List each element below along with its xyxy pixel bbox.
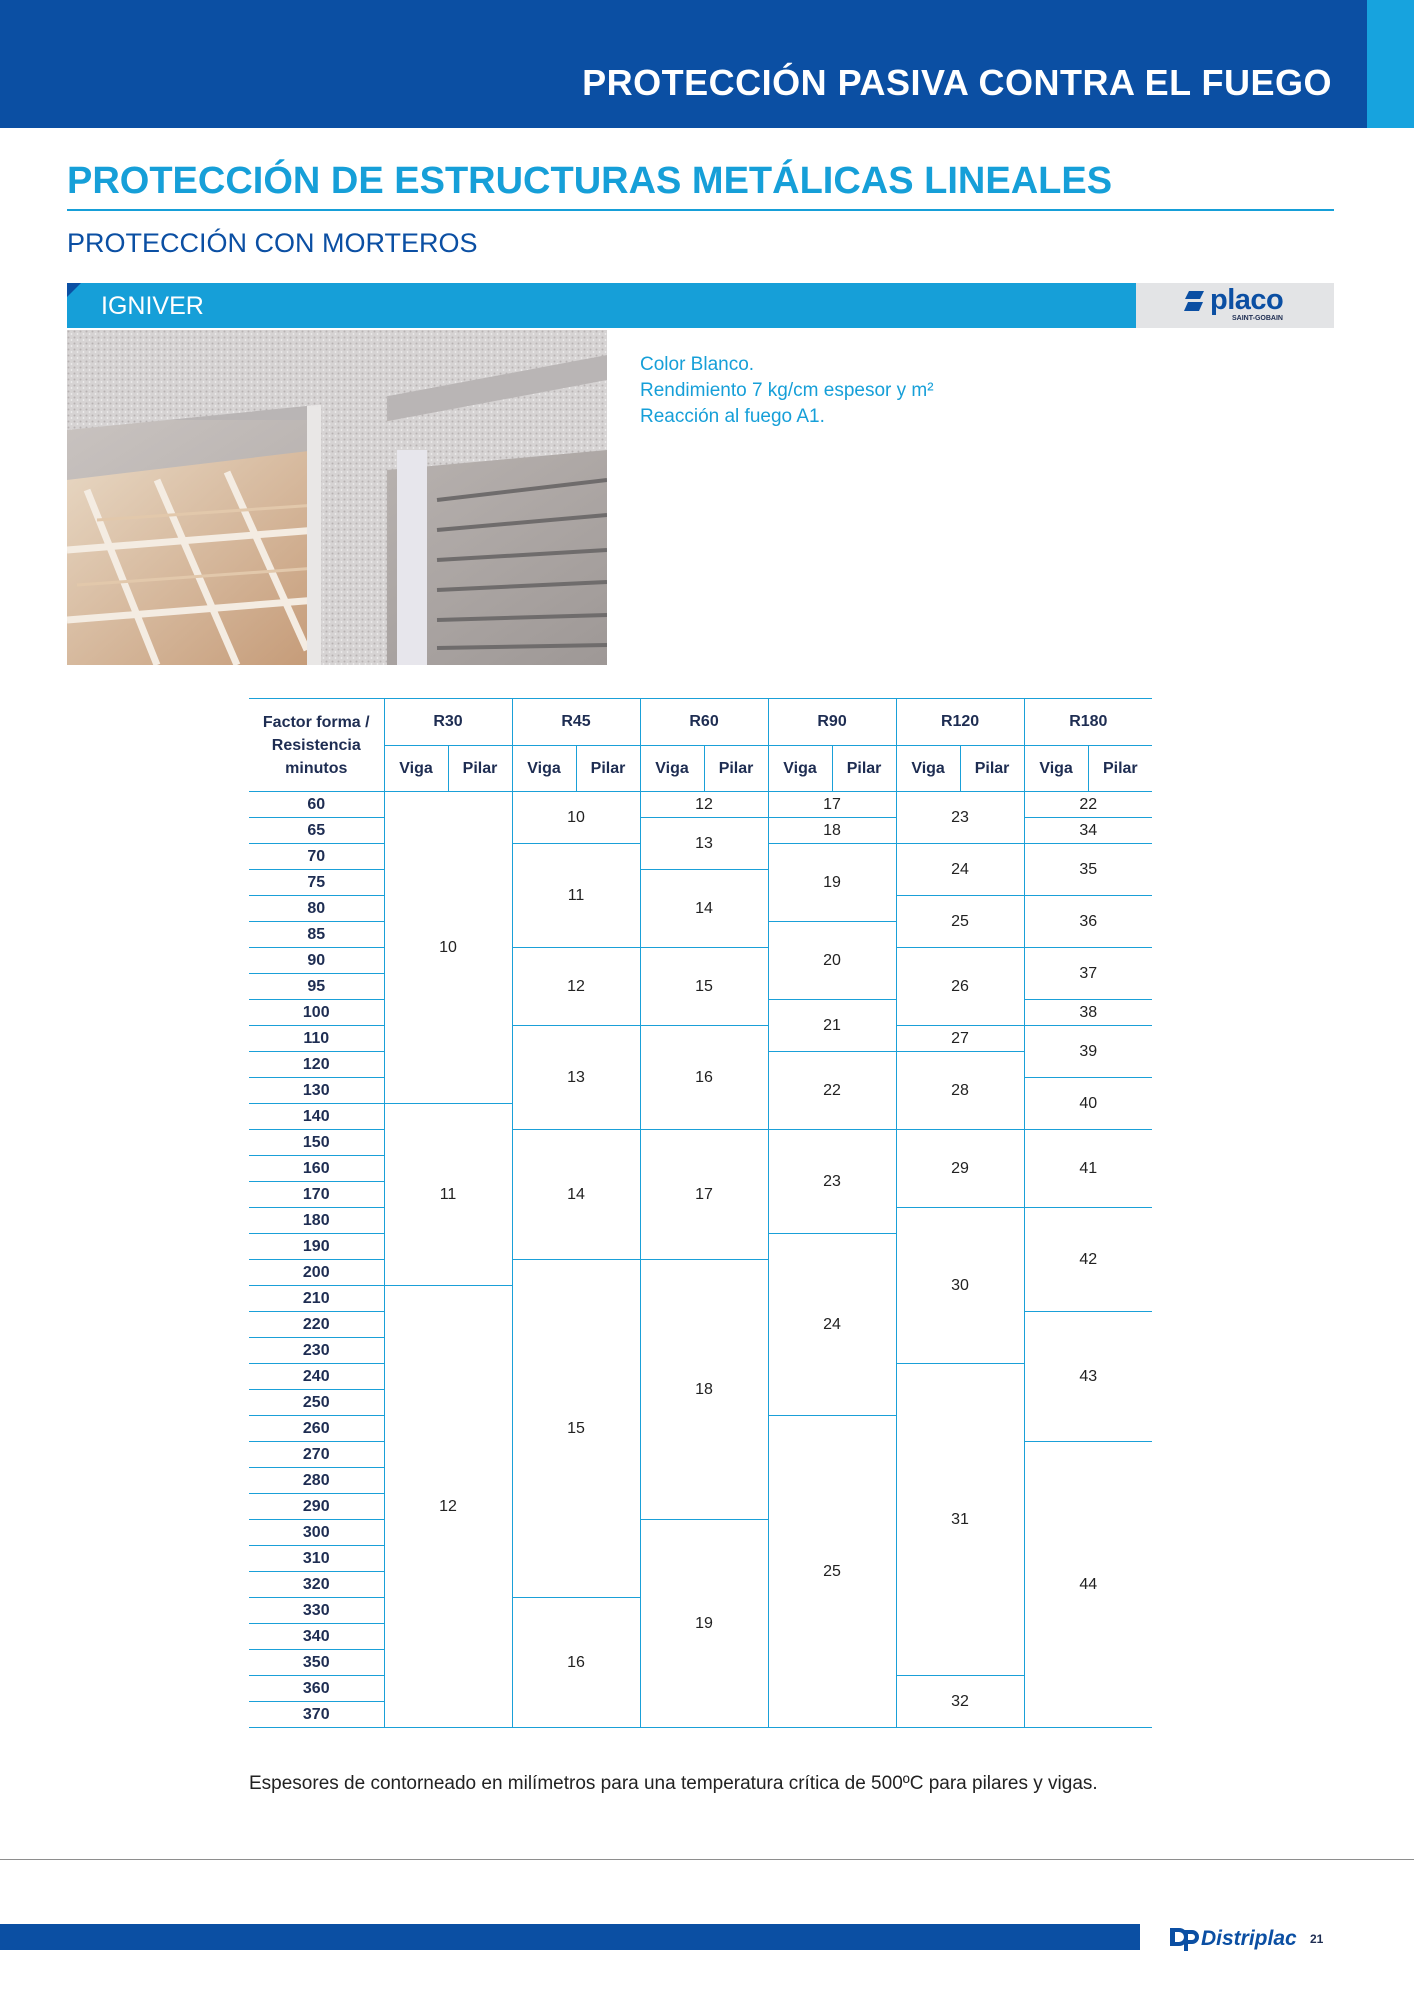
factor-cell: 200 xyxy=(249,1260,384,1286)
rating-header: R120 xyxy=(896,699,1024,746)
distriplac-logo-icon xyxy=(1166,1922,1200,1952)
factor-cell: 100 xyxy=(249,1000,384,1026)
factor-cell: 65 xyxy=(249,818,384,844)
factor-cell: 340 xyxy=(249,1624,384,1650)
thickness-cell: 11 xyxy=(512,844,640,948)
thickness-cell: 14 xyxy=(512,1130,640,1260)
factor-cell: 360 xyxy=(249,1676,384,1702)
viga-header: Viga xyxy=(896,746,960,792)
factor-cell: 90 xyxy=(249,948,384,974)
factor-cell: 95 xyxy=(249,974,384,1000)
header-accent xyxy=(1367,0,1414,128)
factor-cell: 110 xyxy=(249,1026,384,1052)
page-number: 21 xyxy=(1310,1932,1324,1946)
thickness-cell: 25 xyxy=(896,896,1024,948)
brand-logo xyxy=(1136,283,1334,328)
thickness-cell: 19 xyxy=(768,844,896,922)
thickness-cell: 36 xyxy=(1024,896,1152,948)
pilar-header: Pilar xyxy=(576,746,640,792)
pilar-header: Pilar xyxy=(448,746,512,792)
factor-cell: 370 xyxy=(249,1702,384,1728)
factor-cell: 140 xyxy=(249,1104,384,1130)
thickness-cell: 26 xyxy=(896,948,1024,1026)
factor-cell: 330 xyxy=(249,1598,384,1624)
thickness-cell: 35 xyxy=(1024,844,1152,896)
thickness-cell: 21 xyxy=(768,1000,896,1052)
rating-header: R180 xyxy=(1024,699,1152,746)
thickness-cell: 20 xyxy=(768,922,896,1000)
factor-cell: 310 xyxy=(249,1546,384,1572)
factor-cell: 70 xyxy=(249,844,384,870)
product-description xyxy=(640,352,934,430)
thickness-cell: 41 xyxy=(1024,1130,1152,1208)
page-title: PROTECCIÓN DE ESTRUCTURAS METÁLICAS LINEALES xyxy=(67,160,1113,202)
factor-cell: 260 xyxy=(249,1416,384,1442)
thickness-cell: 10 xyxy=(384,792,512,1104)
factor-cell: 130 xyxy=(249,1078,384,1104)
product-photo xyxy=(67,330,607,665)
factor-cell: 220 xyxy=(249,1312,384,1338)
factor-cell: 80 xyxy=(249,896,384,922)
product-band xyxy=(67,283,1136,328)
thickness-cell: 17 xyxy=(768,792,896,818)
thickness-cell: 15 xyxy=(512,1260,640,1598)
pilar-header: Pilar xyxy=(832,746,896,792)
thickness-cell: 25 xyxy=(768,1416,896,1728)
section-title: PROTECCIÓN PASIVA CONTRA EL FUEGO xyxy=(582,62,1332,103)
factor-cell: 190 xyxy=(249,1234,384,1260)
thickness-cell: 16 xyxy=(640,1026,768,1130)
placo-logo-icon xyxy=(1184,290,1210,312)
brand-name: placo xyxy=(1210,284,1284,316)
thickness-cell: 30 xyxy=(896,1208,1024,1364)
thickness-cell: 38 xyxy=(1024,1000,1152,1026)
thickness-cell: 18 xyxy=(768,818,896,844)
description-line: Reacción al fuego A1. xyxy=(640,406,825,427)
rating-header: R90 xyxy=(768,699,896,746)
factor-cell: 320 xyxy=(249,1572,384,1598)
thickness-cell: 39 xyxy=(1024,1026,1152,1078)
product-name: IGNIVER xyxy=(101,292,204,320)
thickness-cell: 13 xyxy=(512,1026,640,1130)
factor-cell: 210 xyxy=(249,1286,384,1312)
thickness-cell: 10 xyxy=(512,792,640,844)
thickness-cell: 15 xyxy=(640,948,768,1026)
thickness-cell: 22 xyxy=(1024,792,1152,818)
table-caption: Espesores de contorneado en milímetros para una temperatura crítica de 500ºC para pilares y vigas. xyxy=(249,1773,1098,1794)
factor-cell: 150 xyxy=(249,1130,384,1156)
factor-cell: 240 xyxy=(249,1364,384,1390)
thickness-cell: 27 xyxy=(896,1026,1024,1052)
description-line: Rendimiento 7 kg/cm espesor y m² xyxy=(640,380,934,401)
thickness-cell: 11 xyxy=(384,1104,512,1286)
viga-header: Viga xyxy=(768,746,832,792)
thickness-cell: 22 xyxy=(768,1052,896,1130)
factor-cell: 270 xyxy=(249,1442,384,1468)
rating-header: R45 xyxy=(512,699,640,746)
thickness-cell: 23 xyxy=(896,792,1024,844)
table-corner-header xyxy=(249,699,384,792)
description-line: Color Blanco. xyxy=(640,354,755,375)
thickness-cell: 44 xyxy=(1024,1442,1152,1728)
viga-header: Viga xyxy=(384,746,448,792)
factor-cell: 75 xyxy=(249,870,384,896)
factor-cell: 300 xyxy=(249,1520,384,1546)
title-divider xyxy=(67,209,1334,211)
page-subtitle: PROTECCIÓN CON MORTEROS xyxy=(67,228,478,258)
corner-header-line: Factor forma / xyxy=(262,713,370,731)
factor-cell: 280 xyxy=(249,1468,384,1494)
company-name: Distriplac xyxy=(1201,1927,1297,1950)
thickness-cell: 12 xyxy=(640,792,768,818)
footer-bar-end xyxy=(1126,1924,1140,1950)
thickness-cell: 43 xyxy=(1024,1312,1152,1442)
thickness-cell: 19 xyxy=(640,1520,768,1728)
thickness-cell: 24 xyxy=(896,844,1024,896)
factor-cell: 120 xyxy=(249,1052,384,1078)
thickness-cell: 40 xyxy=(1024,1078,1152,1130)
thickness-cell: 29 xyxy=(896,1130,1024,1208)
thickness-cell: 42 xyxy=(1024,1208,1152,1312)
thickness-cell: 18 xyxy=(640,1260,768,1520)
factor-cell: 350 xyxy=(249,1650,384,1676)
thickness-cell: 37 xyxy=(1024,948,1152,1000)
viga-header: Viga xyxy=(640,746,704,792)
viga-header: Viga xyxy=(512,746,576,792)
thickness-cell: 14 xyxy=(640,870,768,948)
thickness-cell: 23 xyxy=(768,1130,896,1234)
pilar-header: Pilar xyxy=(704,746,768,792)
thickness-cell: 24 xyxy=(768,1234,896,1416)
thickness-cell: 12 xyxy=(384,1286,512,1728)
viga-header: Viga xyxy=(1024,746,1088,792)
factor-cell: 85 xyxy=(249,922,384,948)
table-row xyxy=(249,792,1152,818)
table-header-row xyxy=(249,699,1152,746)
thickness-cell: 12 xyxy=(512,948,640,1026)
factor-cell: 160 xyxy=(249,1156,384,1182)
rating-header: R60 xyxy=(640,699,768,746)
thickness-cell: 17 xyxy=(640,1130,768,1260)
factor-cell: 180 xyxy=(249,1208,384,1234)
thickness-cell: 32 xyxy=(896,1676,1024,1728)
factor-cell: 60 xyxy=(249,792,384,818)
table-subheader-row xyxy=(249,746,1152,792)
factor-cell: 230 xyxy=(249,1338,384,1364)
factor-cell: 170 xyxy=(249,1182,384,1208)
thickness-cell: 16 xyxy=(512,1598,640,1728)
thickness-table xyxy=(249,698,1152,1728)
product-band-notch xyxy=(67,283,81,297)
thickness-cell: 28 xyxy=(896,1052,1024,1130)
factor-cell: 290 xyxy=(249,1494,384,1520)
corner-header-line: Resistencia xyxy=(271,736,361,754)
brand-subtitle: SAINT-GOBAIN xyxy=(1232,315,1283,322)
thickness-cell: 31 xyxy=(896,1364,1024,1676)
thickness-cell: 34 xyxy=(1024,818,1152,844)
factor-cell: 250 xyxy=(249,1390,384,1416)
footer-divider xyxy=(0,1859,1414,1860)
footer-bar xyxy=(0,1924,1140,1950)
thickness-cell: 13 xyxy=(640,818,768,870)
pilar-header: Pilar xyxy=(1088,746,1152,792)
corner-header-line: minutos xyxy=(285,759,348,777)
rating-header: R30 xyxy=(384,699,512,746)
pilar-header: Pilar xyxy=(960,746,1024,792)
